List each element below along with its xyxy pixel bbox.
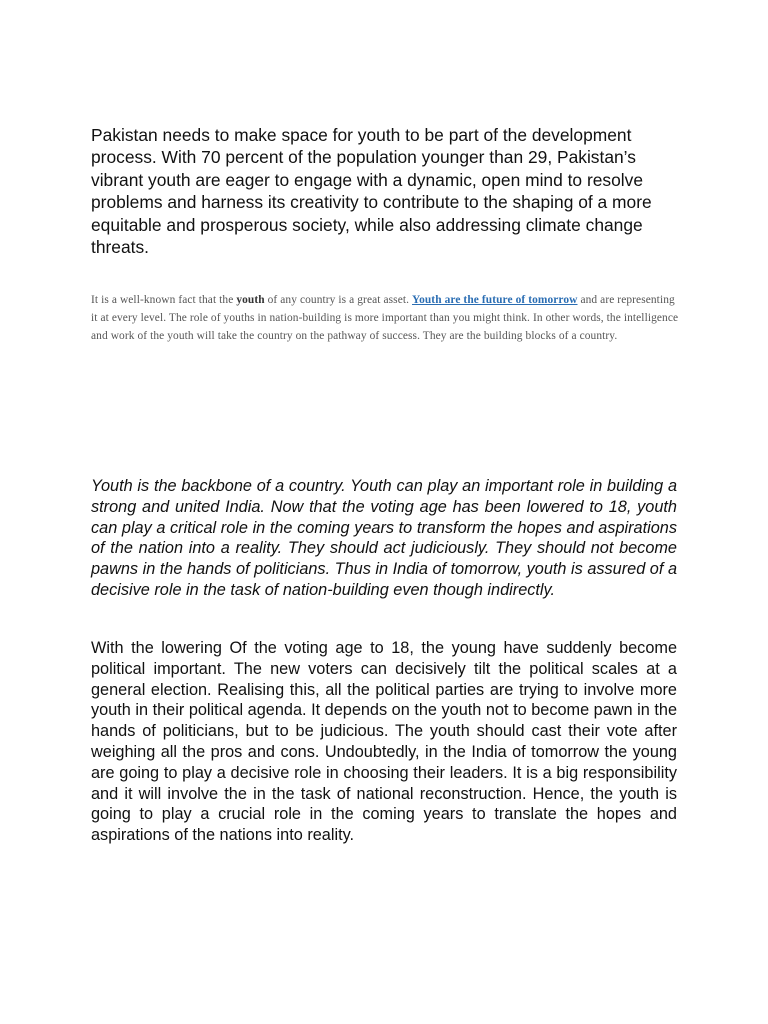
- intro-paragraph-pakistan: Pakistan needs to make space for youth to be part of the development process. With 70 percent of the population younger than 29, Pakistan’s vibrant youth are eager to engage with a dynamic, open mind to resolve problems and harness its creativity to contribute to the shaping of a more equitable and prosperous society, while also addressing climate change threats.: [91, 125, 652, 258]
- paragraph-text: and are representing it at every level. The role of youths in nation-building is more important than you might think. In other words, the intelligence and work of the youth will take the country on the pathway of success. They are the building blocks of a country.: [91, 294, 679, 343]
- youth-bold-text: youth: [236, 294, 265, 306]
- paragraph-text: of any country is a great asset.: [264, 294, 413, 306]
- paragraph-text: It is a well-known fact that the: [91, 294, 237, 306]
- youth-backbone-paragraph: Youth is the backbone of a country. Youth can play an important role in building a strong and united India. Now that the voting age has been lowered to 18, youth can play a critical role in the coming years to transform the hopes and aspirations of the nation into a reality. They should act judiciously. They should not become pawns in the hands of politicians. Thus in India of tomorrow, youth is assured of a decisive role in the task of nation-building even though indirectly.: [91, 477, 677, 599]
- youth-asset-paragraph: [91, 291, 681, 346]
- voting-age-paragraph: With the lowering Of the voting age to 18, the young have suddenly become political important. The new voters can decisively tilt the political scales at a general election. Realising this, all the political parties are trying to involve more youth in their political agenda. It depends on the youth not to become pawn in the hands of politicians, but to be judicious. The youth should cast their vote after weighing all the pros and cons. Undoubtedly, in the India of tomorrow the young are going to play a decisive role in choosing their leaders. It is a big responsibility and it will involve the in the task of national reconstruction. Hence, the youth is going to play a crucial role in the coming years to translate the hopes and aspirations of the nations into reality.: [91, 639, 677, 845]
- youth-future-link[interactable]: Youth are the future of tomorrow: [412, 294, 578, 306]
